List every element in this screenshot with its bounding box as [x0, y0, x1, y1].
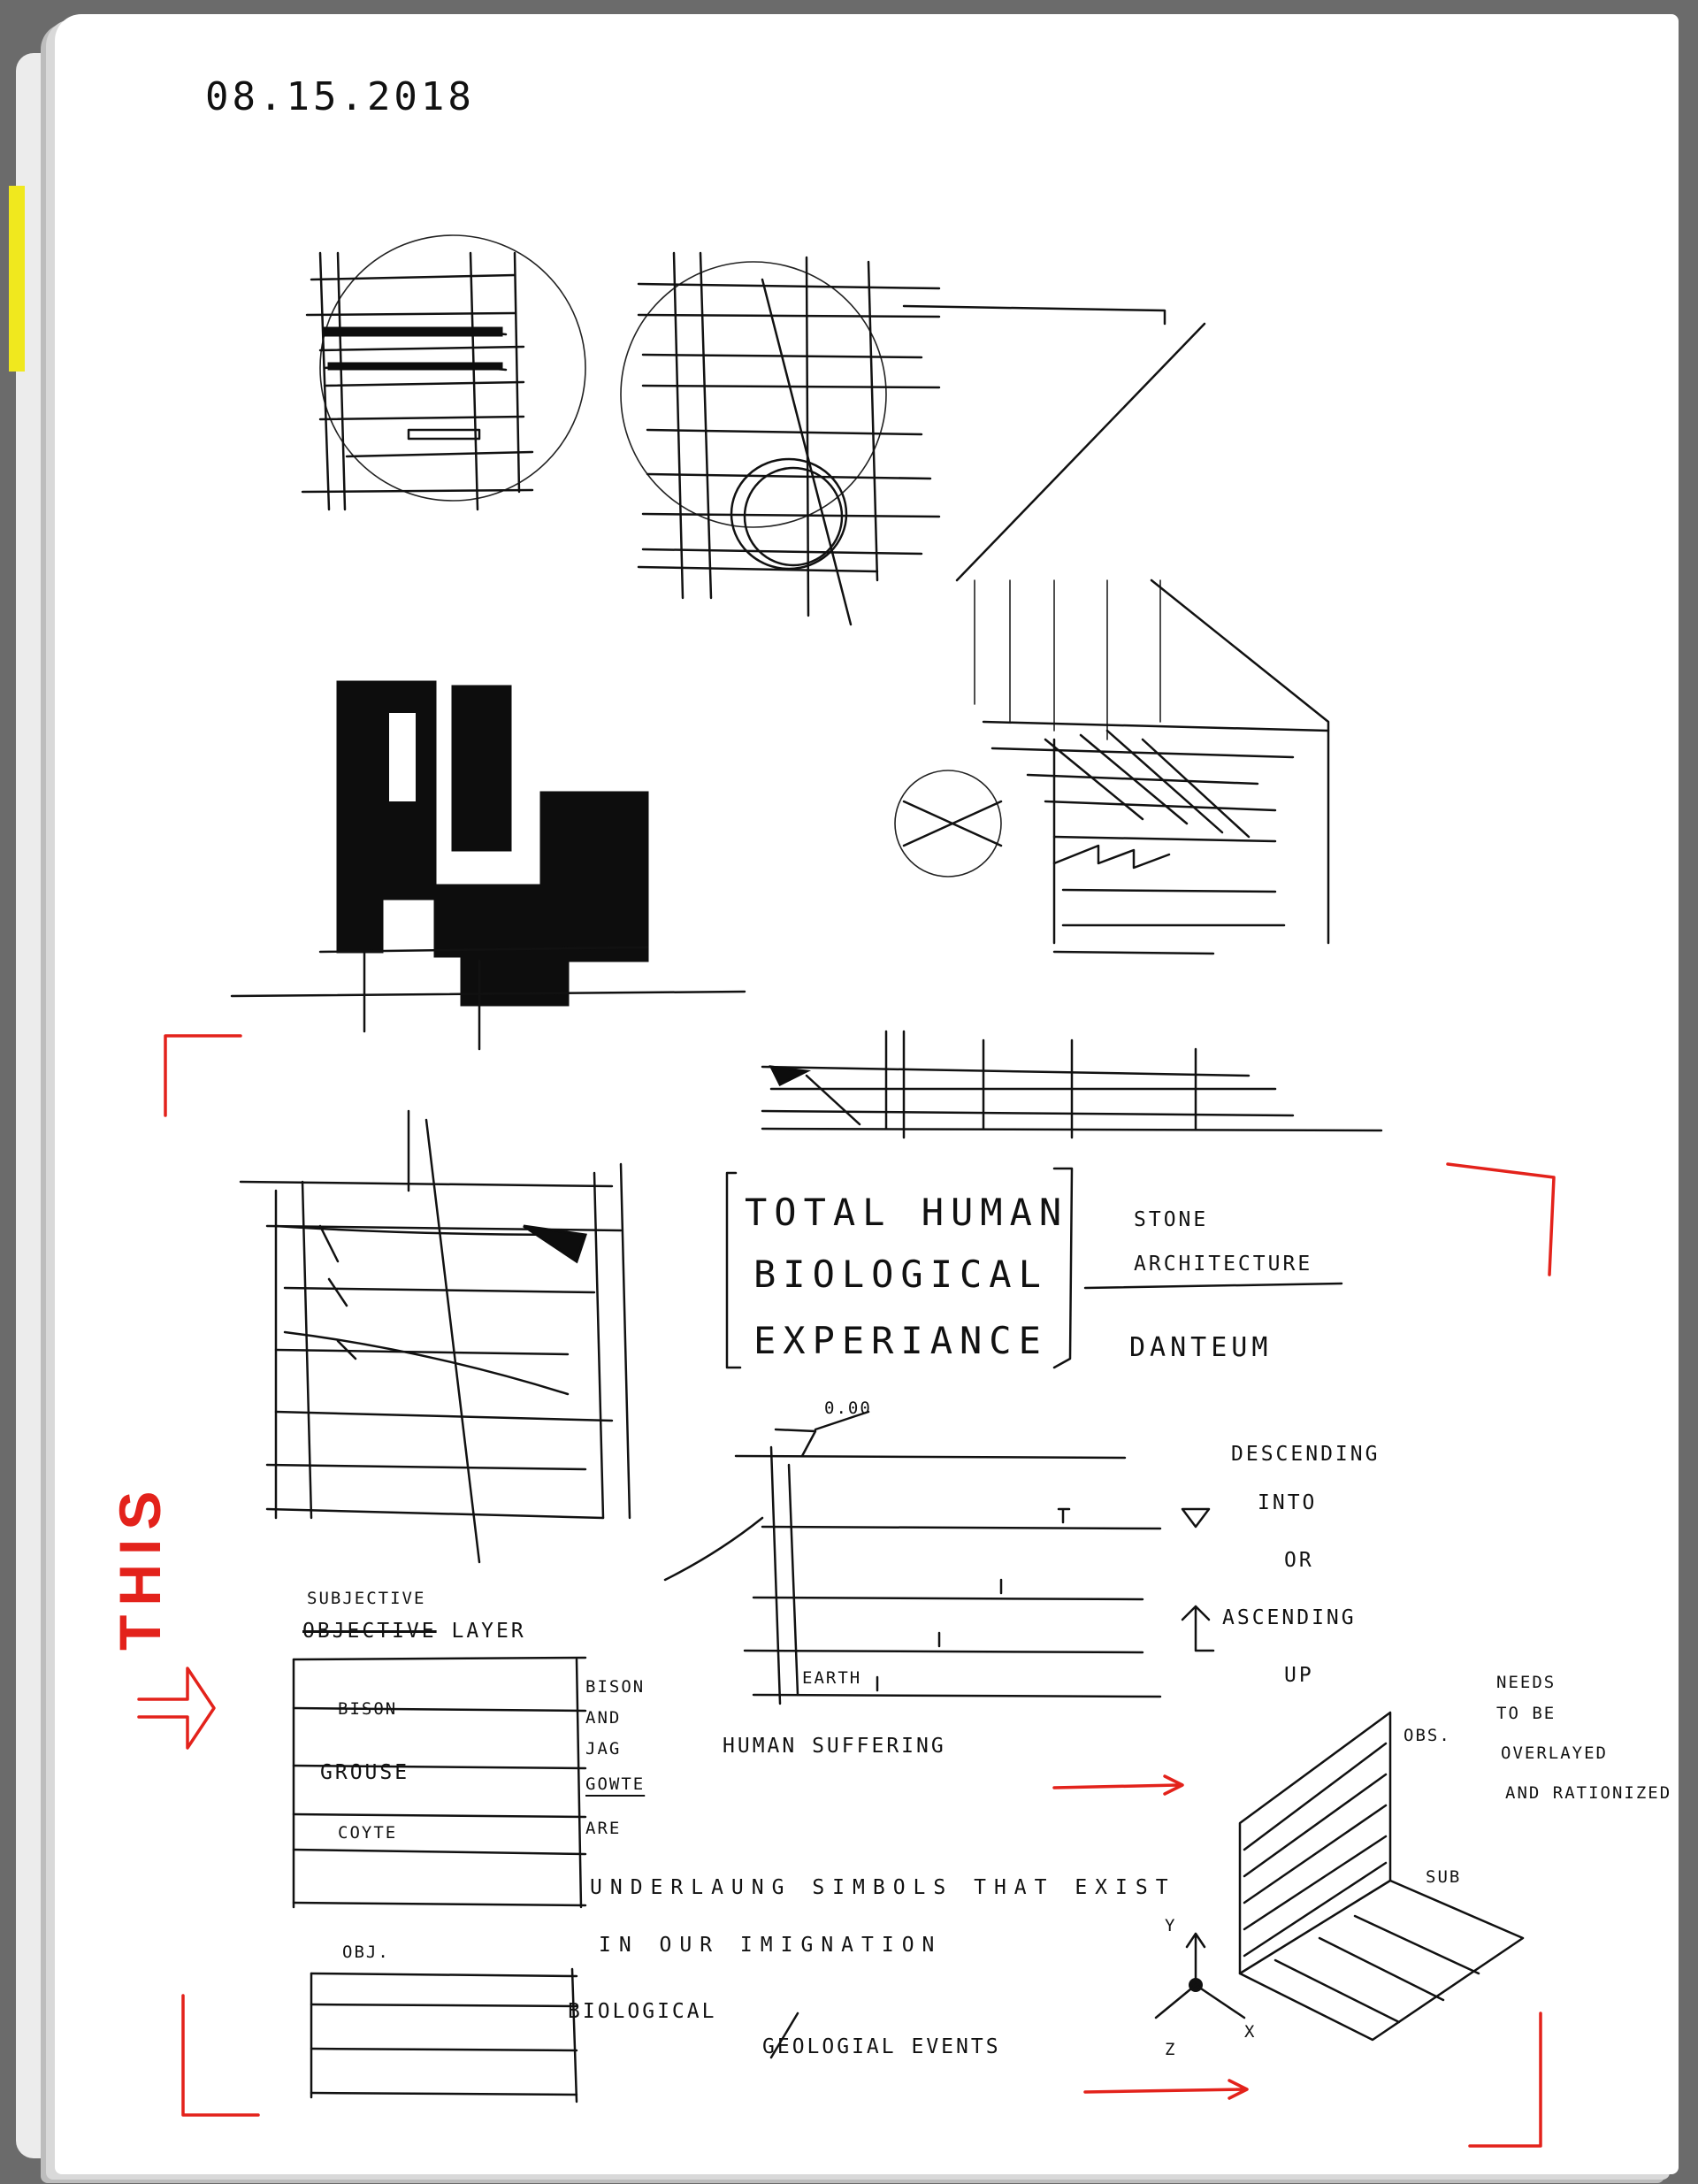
- into-label: INTO: [1258, 1491, 1318, 1514]
- right-text-danteum: DANTEUM: [1129, 1332, 1273, 1363]
- right-list-3: JAG: [585, 1739, 622, 1759]
- stair-projection-sketch: [895, 580, 1328, 954]
- red-arrow-suffering: [1054, 1776, 1182, 1794]
- long-section-sketch: [762, 1031, 1381, 1138]
- geological-events-label: GEOLOGIAL EVENTS: [762, 2035, 1001, 2058]
- needs-line4: AND RATIONIZED: [1505, 1783, 1672, 1803]
- plan-sketch-top-left: [302, 235, 585, 510]
- date-label: 08.15.2018: [205, 74, 475, 119]
- right-text-stone: STONE: [1134, 1208, 1209, 1231]
- imagination-label: IN OUR IMIGNATION: [599, 1934, 943, 1957]
- section-sketch-top-middle: [621, 253, 1205, 625]
- center-text-line3: EXPERIANCE: [753, 1319, 1048, 1362]
- earth-label: EARTH: [802, 1668, 862, 1688]
- right-list-1: BISON: [585, 1677, 646, 1697]
- ascending-label: ASCENDING: [1222, 1606, 1357, 1629]
- axis-y-label: Y: [1165, 1916, 1177, 1935]
- axis-z-label: Z: [1165, 2040, 1177, 2059]
- axonometric-obs-sub-sketch: [1156, 1713, 1523, 2040]
- center-text-line2: BIOLOGICAL: [753, 1253, 1048, 1296]
- bison-label: BISON: [338, 1699, 398, 1719]
- black-elevation-sketch: [232, 682, 745, 1049]
- descending-label: DESCENDING: [1231, 1443, 1381, 1466]
- needs-line3: OVERLAYED: [1501, 1743, 1608, 1763]
- or-label: OR: [1284, 1549, 1314, 1572]
- human-suffering-label: HUMAN SUFFERING: [723, 1735, 946, 1758]
- level-label: 0.00: [824, 1399, 872, 1418]
- biological-label: BIOLOGICAL: [568, 2000, 717, 2023]
- sub-label: SUB: [1426, 1867, 1462, 1887]
- red-arrow-bottom: [1085, 2081, 1247, 2098]
- red-this-label: THIS: [107, 1482, 172, 1651]
- right-list-2: AND: [585, 1708, 622, 1728]
- layer-label: LAYER: [451, 1620, 526, 1643]
- right-list-5: ARE: [585, 1819, 622, 1838]
- needs-line1: NEEDS: [1496, 1673, 1556, 1692]
- right-list-4: GOWTE: [585, 1774, 646, 1794]
- center-text-line1: TOTAL HUMAN: [745, 1191, 1069, 1234]
- needs-line2: TO BE: [1496, 1704, 1556, 1723]
- sketch-drawings: [55, 14, 1679, 2174]
- obs-label: OBS.: [1404, 1726, 1451, 1745]
- obj-label: OBJ.: [342, 1943, 390, 1962]
- underlying-symbols-label: UNDERLAUNG SIMBOLS THAT EXIST: [590, 1876, 1176, 1899]
- right-text-architecture: ARCHITECTURE: [1134, 1253, 1313, 1276]
- level-section-sketch: [665, 1412, 1213, 1704]
- up-label: UP: [1284, 1664, 1314, 1687]
- coyote-label: COYTE: [338, 1823, 398, 1843]
- red-arrow-this: [139, 1668, 214, 1748]
- subjective-label: SUBJECTIVE: [307, 1589, 426, 1608]
- red-corner-bottom-left: [183, 1996, 258, 2115]
- objective-struck-label: OBJECTIVE: [302, 1620, 437, 1643]
- red-corner-top-left: [165, 1036, 241, 1115]
- grouse-label: GROUSE: [320, 1761, 410, 1784]
- sketchbook-page: [55, 14, 1679, 2174]
- perspective-section-sketch: [241, 1111, 630, 1562]
- red-corner-bottom-right: [1470, 2013, 1541, 2146]
- axis-x-label: X: [1244, 2022, 1257, 2042]
- yellow-bookmark-tab: [9, 186, 25, 372]
- red-corner-top-right: [1448, 1164, 1554, 1275]
